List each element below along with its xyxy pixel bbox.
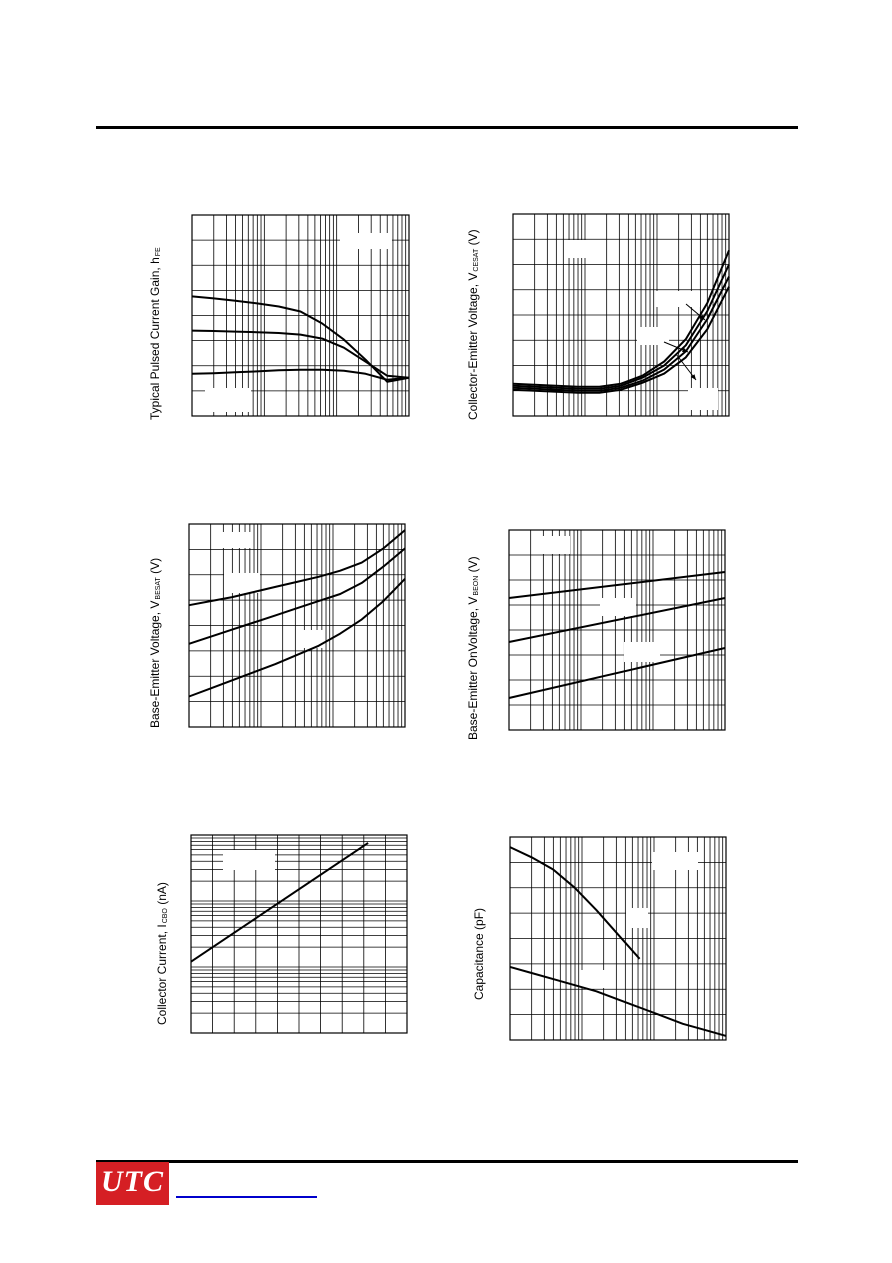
annotation-box (626, 908, 648, 928)
y-axis-label-text: Collector Current, I (155, 924, 169, 1025)
y-axis-label-text: Capacitance (pF) (472, 907, 486, 1000)
y-axis-label-unit: (V) (148, 557, 162, 578)
y-axis-label-text: Base-Emitter Voltage, V (148, 600, 162, 728)
y-axis-label-text: Base-Emitter OnVoltage, V (466, 596, 480, 740)
y-axis-label-subscript: CBO (162, 908, 169, 924)
footer-rule (96, 1160, 798, 1163)
annotation-box (580, 970, 610, 988)
y-axis-label-unit: (nA) (155, 882, 169, 909)
utc-logo: UTC (96, 1162, 169, 1205)
y-axis-label-subscript: CESAT (473, 248, 480, 272)
y-axis-label-text: Typical Pulsed Current Gain, h (148, 257, 162, 420)
y-axis-label-subscript: BESAT (155, 577, 162, 600)
y-axis-label-subscript: BEON (473, 575, 480, 596)
y-axis-label-unit: (V) (466, 556, 480, 576)
website-link[interactable] (176, 1196, 317, 1198)
y-axis-label-text: Collector-Emitter Voltage, V (466, 272, 480, 420)
y-axis-label-unit: (V) (466, 229, 480, 249)
series-line-2 (510, 967, 726, 1036)
y-axis-label-subscript: FE (155, 247, 162, 257)
annotation-box (652, 852, 698, 870)
